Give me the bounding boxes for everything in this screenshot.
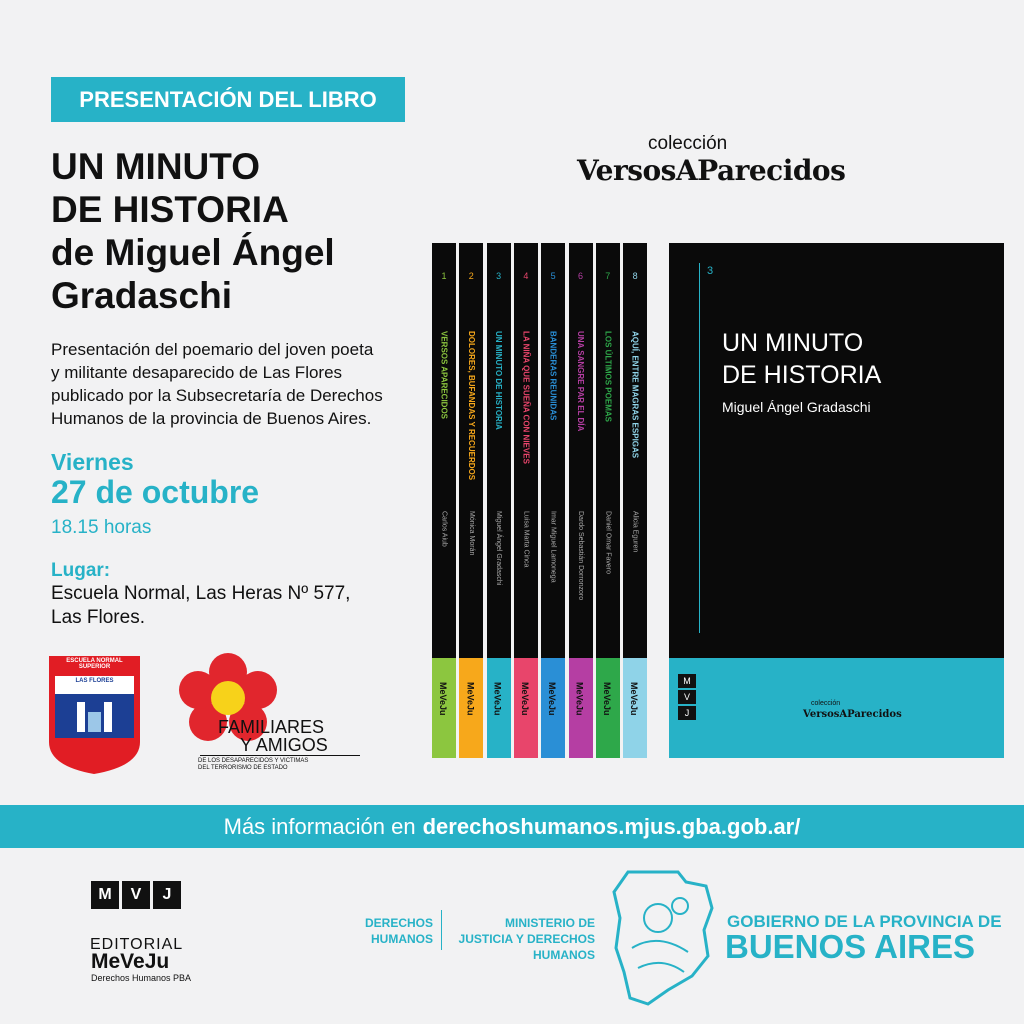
dh-line: DERECHOS bbox=[364, 916, 433, 930]
familiares-text-3: DE LOS DESAPARECIDOS Y VICTIMAS bbox=[198, 758, 309, 764]
book-spine bbox=[432, 243, 456, 758]
familiares-text-1: FAMILIARES bbox=[218, 717, 325, 737]
spine-author: Alicia Eguren bbox=[631, 511, 639, 553]
spine-number: 5 bbox=[550, 271, 556, 281]
spine-band-text: MeVeJu bbox=[438, 682, 448, 716]
spine-band-text: MeVeJu bbox=[465, 682, 476, 716]
spine-author: Carlos Aiub bbox=[440, 511, 448, 547]
spine-author: Imar Miguel Lamonega bbox=[549, 511, 557, 583]
description-line: publicado por la Subsecretaría de Derechos bbox=[51, 386, 383, 405]
spine-band bbox=[514, 658, 538, 758]
place-label: Lugar: bbox=[51, 560, 111, 581]
footer-divider bbox=[441, 910, 442, 950]
spine-band bbox=[596, 658, 620, 758]
collection-name: VersosAParecidos bbox=[577, 154, 846, 187]
info-prefix: Más información en bbox=[223, 813, 416, 839]
spine-title: UNA SANGRE PAR EL DÍA bbox=[576, 331, 585, 432]
description bbox=[51, 338, 421, 430]
collection-small: colección bbox=[648, 133, 728, 154]
mvj-v: V bbox=[122, 881, 150, 909]
spine-number: 3 bbox=[496, 271, 502, 281]
info-bar bbox=[0, 805, 1024, 848]
spine-number: 6 bbox=[577, 271, 583, 281]
cover-title bbox=[722, 327, 881, 391]
dh-pba-label: Derechos Humanos PBA bbox=[91, 973, 192, 983]
title-line: UN MINUTO bbox=[51, 146, 260, 187]
school-name: ESCUELA NORMAL SUPERIOR bbox=[66, 658, 123, 670]
title-line: de Miguel Ángel bbox=[51, 232, 335, 273]
province-map-icon bbox=[608, 868, 716, 1008]
spine-author: Mónica Morán bbox=[467, 511, 475, 556]
min-line: HUMANOS bbox=[533, 948, 595, 962]
cover-collection-small: colección bbox=[811, 700, 841, 707]
spine-title: UN MINUTO DE HISTORIA bbox=[494, 331, 504, 430]
min-line: MINISTERIO DE bbox=[504, 916, 595, 930]
dh-line: HUMANOS bbox=[371, 932, 433, 946]
place-line: Las Flores. bbox=[51, 607, 145, 628]
event-day: Viernes bbox=[51, 449, 134, 475]
spine-title: AQUÍ, ENTRE MAGRAS ESPIGAS bbox=[630, 331, 640, 459]
spine-title: VERSOS APARECIDOS bbox=[439, 331, 449, 420]
cover-mvj-j: J bbox=[678, 706, 696, 720]
mvj-logo bbox=[91, 881, 184, 909]
event-date: 27 de octubre bbox=[51, 474, 260, 510]
spine-number: 2 bbox=[468, 271, 474, 281]
cover-line bbox=[699, 263, 700, 633]
spine-band-text: MeVeJu bbox=[519, 682, 530, 716]
book-title bbox=[51, 145, 335, 317]
cover-mvj-m: M bbox=[678, 674, 696, 688]
event-time: 18.15 horas bbox=[51, 517, 152, 538]
province-map-logo bbox=[608, 868, 716, 1008]
book-spine bbox=[514, 243, 538, 758]
book-spine bbox=[596, 243, 620, 758]
derechos-humanos-label bbox=[358, 915, 433, 947]
spine-title: BANDERAS REUNIDAS bbox=[548, 331, 558, 421]
meveju-label: MeVeJu bbox=[91, 950, 170, 973]
info-url-link[interactable]: derechoshumanos.mjus.gba.gob.ar/ bbox=[422, 813, 801, 839]
familiares-logo bbox=[178, 652, 363, 772]
cover-number: 3 bbox=[707, 265, 714, 277]
spine-band bbox=[432, 658, 456, 758]
spine-band-text: MeVeJu bbox=[629, 682, 640, 716]
school-city: LAS FLORES bbox=[75, 678, 114, 684]
book-cover bbox=[669, 243, 1004, 758]
description-line: Presentación del poemario del joven poeta bbox=[51, 340, 374, 359]
spine-band-text: MeVeJu bbox=[492, 682, 503, 716]
book-spine bbox=[569, 243, 593, 758]
cover-title-line: DE HISTORIA bbox=[722, 361, 882, 389]
spine-band-text: MeVeJu bbox=[601, 682, 612, 716]
spine-title: LA NIÑA QUE SUEÑA CON NIEVES bbox=[521, 331, 531, 464]
cover-band bbox=[669, 658, 1004, 758]
spine-author: Luisa Marta Cinca bbox=[522, 511, 530, 568]
book-spine bbox=[459, 243, 483, 758]
presentation-tag: PRESENTACIÓN DEL LIBRO bbox=[51, 77, 405, 122]
spine-author: Daniel Omar Favero bbox=[604, 511, 612, 575]
book-spine bbox=[487, 243, 511, 758]
spine-band-text: MeVeJu bbox=[547, 682, 558, 716]
spine-band bbox=[541, 658, 565, 758]
editorial-label: EDITORIAL bbox=[90, 936, 184, 953]
book-spine bbox=[623, 243, 647, 758]
mvj-m: M bbox=[91, 881, 119, 909]
familiares-text-2: Y AMIGOS bbox=[240, 735, 328, 755]
spine-band bbox=[623, 658, 647, 758]
spine-band bbox=[569, 658, 593, 758]
title-line: Gradaschi bbox=[51, 275, 232, 316]
familiares-divider bbox=[200, 755, 360, 756]
ministerio-label bbox=[447, 915, 595, 963]
min-line: JUSTICIA Y DERECHOS bbox=[458, 932, 595, 946]
spine-number: 1 bbox=[441, 271, 447, 281]
book-spine bbox=[541, 243, 565, 758]
school-logo bbox=[47, 654, 142, 776]
place-address bbox=[51, 582, 381, 630]
spine-band bbox=[487, 658, 511, 758]
description-line: Humanos de la provincia de Buenos Aires. bbox=[51, 409, 372, 428]
cover-author: Miguel Ángel Gradaschi bbox=[722, 399, 871, 415]
mvj-j: J bbox=[153, 881, 181, 909]
spine-number: 8 bbox=[632, 271, 638, 281]
school-shield-icon bbox=[47, 654, 142, 776]
place-line: Escuela Normal, Las Heras Nº 577, bbox=[51, 583, 351, 604]
spine-title: LOS ÚLTIMOS POEMAS bbox=[603, 331, 613, 422]
cover-collection-name: VersosAParecidos bbox=[803, 709, 902, 720]
cover-title-line: UN MINUTO bbox=[722, 329, 864, 357]
title-line: DE HISTORIA bbox=[51, 189, 289, 230]
cover-mvj-v: V bbox=[678, 690, 696, 704]
spine-author: Dardo Sebastián Dorronzoro bbox=[577, 511, 584, 601]
description-line: y militante desaparecido de Las Flores bbox=[51, 363, 343, 382]
spine-band bbox=[459, 658, 483, 758]
spine-band-text: MeVeJu bbox=[574, 682, 585, 716]
spine-number: 4 bbox=[523, 271, 529, 281]
spine-author: Miguel Ángel Gradaschi bbox=[495, 511, 503, 586]
spine-number: 7 bbox=[605, 271, 611, 281]
buenos-aires-label: BUENOS AIRES bbox=[725, 928, 975, 965]
gobierno-label: GOBIERNO DE LA PROVINCIA DE bbox=[727, 912, 1002, 931]
spine-title: DOLORES, BUFANDAS Y RECUERDOS bbox=[466, 331, 476, 481]
familiares-text-4: DEL TERRORISMO DE ESTADO bbox=[198, 765, 288, 771]
